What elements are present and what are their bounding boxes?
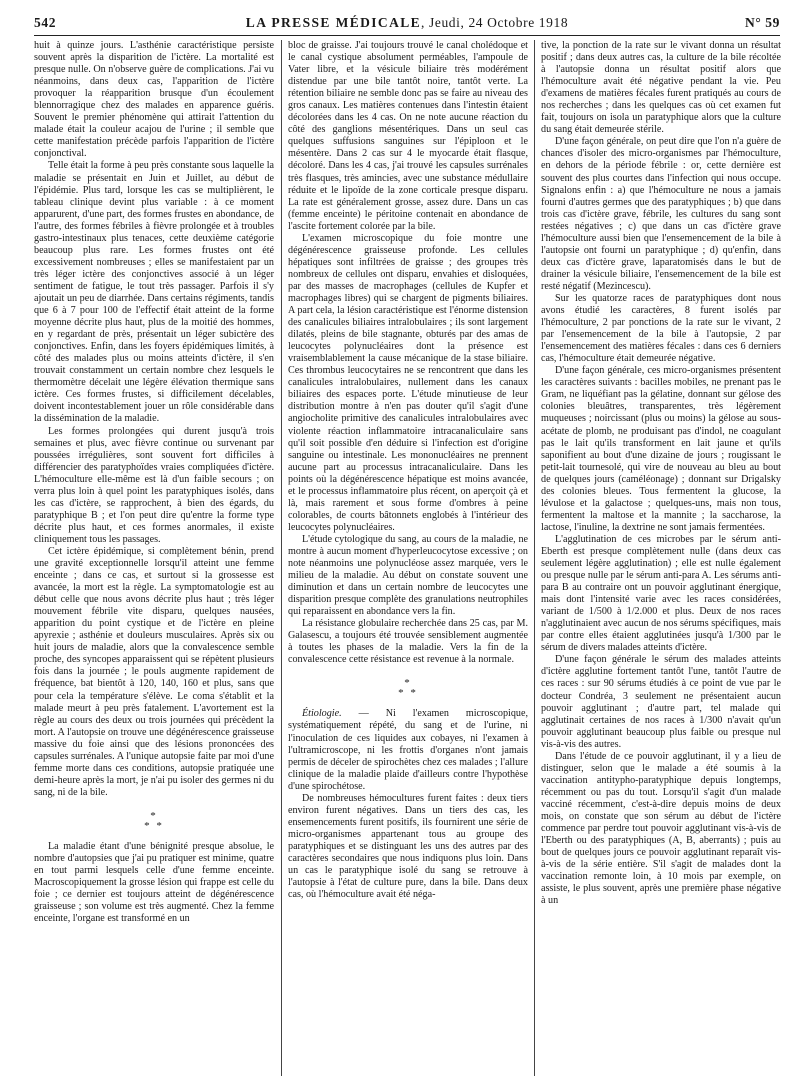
text-column-1 [34, 40, 274, 1076]
paragraph: Cet ictère épidémique, si complètement bénin, prend une gravité exceptionnelle lorsqu'il atteint une femme enceinte ; dans ce cas, et surtout si la grossesse est avancée, la mort est la règle. La symptomatologie est au début celle que nous avons décrite plus haut ; très léger mouvement fébrile vite disparu, quelques nausées, apparition du point cystique et de l'ictère en pleine apyrexie ; asthénie et douleurs musculaires. Après six ou huit jours de maladie, alors que la convalescence semble proche, des syncopes apparaissent qui se répètent plusieurs fois dans la journée ; le pouls augmente rapidement de fréquence, bat bientôt à 120, 140, 160 et plus, sans que pour cela la température s'élève. Le coma s'établit et la malade meurt à peu près fatalement. L'avortement est la règle au cours des deux ou trois journées qui précèdent la mort. A l'autopsie on trouve une dégénérescence graisseuse massive du foie ainsi que des lésions prononcées des capsules surrénales. A l'unique autopsie faite par moi d'une femme morte dans ces conditions, autopsie pratiquée une demi-heure après la mort, je n'ai pu isoler des germes ni du sang, ni de la bile. [34, 545, 274, 798]
paragraph: La résistance globulaire recherchée dans 25 cas, par M. Galasescu, a toujours été trouvée sensiblement augmentée à toutes les phases de la maladie. Vers la fin de la convalescence cette résistance est revenue à la normale. [288, 618, 528, 666]
issue-number: N° 59 [744, 15, 780, 30]
text-column-3 [541, 40, 781, 1076]
section-ornament [34, 811, 274, 831]
ornament-star-pair: * * [398, 687, 418, 700]
section-label-etiologie: Étiologie. [302, 708, 342, 720]
section-ornament [288, 678, 528, 698]
text-column-2 [288, 40, 528, 1076]
ornament-star-pair: * * [144, 819, 164, 832]
page-header [34, 12, 780, 36]
page-number: 542 [34, 15, 57, 30]
paragraph: L'examen microscopique du foie montre une dégénérescence graisseuse profonde. Les cellules hépatiques sont infiltrées de graisse ; des groupes très nombreux de cellules ont disparu, envahies et disloquées, par des masses de macrophages (cellules de Kupfer et macrophages libres) qui se chargent de pigments biliaires. A part cela, la lésion caractéristique est l'énorme distension des canalicules biliaires intralobulaires ; ils sont largement dilatés, pleins de bile stagnante, obturés par des amas de leucocytes polynucléaires dont la présence est vraisemblablement la cause mécanique de la stase biliaire. Ces thrombus leucocytaires ne se rencontrent que dans les canalicules intralobulaires, nullement dans les canaux biliaires des espaces porte. L'étude minutieuse de leur distribution montre à n'en pas douter qu'il s'agit d'une angiocholite primitive des canalicules intralobulaires avec violente réaction inflammatoire intracanaliculaire sans qu'il soit possible d'en déduire si l'infection est d'origine sanguine ou intestinale. Les mononucléaires ne prennent aucune part au processus intracanaliculaire. Dans les points où la dégénérescence hépatique est moins avancée, et le processus inflammatoire plus récent, on aperçoit çà et là, mais rarement et sous forme d'ombres à peine colorables, de courts bâtonnets englobés à l'intérieur des leucocytes polynucléaires. [288, 232, 528, 533]
paragraph: Sur les quatorze races de paratyphiques dont nous avons étudié les caractères, 8 furent isolés par l'hémoculture, 2 par ponctions de la rate sur le vivant, 2 par l'ensemencement de la bile à l'autopsie, 2 par l'ensemencement des matières fécales : dans ces 6 derniers cas, l'hémoculture était demeurée négative. [541, 292, 781, 365]
ornament-star: * [404, 677, 412, 690]
column-divider-1 [281, 40, 282, 1076]
paragraph: Dans l'étude de ce pouvoir agglutinant, il y a lieu de distinguer, selon que le malade a été soumis à la vaccination antitypho-paratyphique depuis longtemps, récemment ou pas du tout. Lorsqu'il s'agit d'un malade vacciné récemment, c'est-à-dire depuis moins de deux mois, on constate que son sérum au début de l'ictère commence par perdre tout pouvoir agglutinant vis-à-vis de l'Eberth ou des paratyphiques (A, B, aberrants) ; puis au bout de quelques jours ce pouvoir agglutinant reparaît vis-à-vis de la série entière. S'il s'agit de malades dont la vaccination remonte loin, à 10 mois par exemple, on assiste, le plus souvent, après une première phase négative à un [541, 750, 781, 907]
paragraph: bloc de graisse. J'ai toujours trouvé le canal cholédoque et le canal cystique absolument perméables, l'ampoule de Vater libre, et la vésicule biliaire très modérément distendue par une bile tantôt noire, tantôt verte. La rétention biliaire ne semble donc pas se faire au niveau des gros canaux. Les matières contenues dans l'intestin étaient décolorées dans les 4 cas. On ne note aucune réaction du côté des ganglions mésentériques. Dans un seul cas quelques suffusions sanguines sur l'épiploon et le mésentère. Dans 2 cas sur 4 le myocarde était flasque, décoloré. Dans les 4 cas, j'ai trouvé les capsules surrénales très flasques, très amincies, avec une substance médullaire réduite et le lipoïde de la zone corticale presque disparu. La rate est généralement grosse, assez dure. Dans un cas (femme enceinte) le péritoine contenait en abondance de l'ascite fortement colorée par la bile. [288, 40, 528, 232]
journal-title-line [34, 15, 780, 31]
paragraph-text: — Ni l'examen microscopique, systématiquement répété, du sang et de l'urine, ni l'inoculation de ces liquides aux cobayes, ni l'examen à l'ultramicroscope, ni les frottis d'organes n'ont jamais permis de déceler de spirochètes chez ces malades ; l'allure clinique de la maladie plaide d'ailleurs contre l'hypothèse d'une spirochétose. [288, 708, 528, 792]
paragraph: Telle était la forme à peu près constante sous laquelle la maladie se présentait en Juin et Juillet, au début de l'épidémie. Plus tard, lorsque les cas se multiplièrent, le tableau clinique devint plus variable : à ce moment apparurent, d'une part, des formes frustes en abondance, de l'autre, des formes fébriles à fièvre prolongée et à troubles gastro-intestinaux plus tenaces, cette deuxième catégorie beaucoup plus rare. Les formes frustes ont été excessivement nombreuses ; elles se manifestaient par un très léger ictère des conjonctives associé à un léger sentiment de fatigue, le tout très passager. Parfois il s'y ajoutait un peu de diarrhée. Dans certains régiments, tandis que 6 à 7 pour 100 de l'effectif était atteint de la forme moyenne décrite plus haut, plus de la moitié des hommes, en y regardant de près, présentait un léger subictère des conjonctives. Enfin, dans les foyers épidémiques limités, à côté des malades plus ou moins atteints d'ictère, il s'en trouvait constamment un certain nombre chez lesquels le thermomètre décelait une légère élévation thermique sans ictère. Ces formes frustes, si difficilement décelables, doivent incontestablement jouer un rôle considérable dans la dissémination de la maladie. [34, 160, 274, 425]
paragraph: D'une façon générale, on peut dire que l'on n'a guère de chances d'isoler des micro-organismes par l'hémoculture, en dehors de la période fébrile : or, cette dernière est souvent des plus courtes dans l'infection qui nous occupe. Signalons enfin : a) que l'hémoculture ne nous a jamais fourni d'autres germes que des paratyphiques ; b) que dans trois cas d'ictère grave, fébrile, les cultures du sang sont restées négatives ; c) que dans un cas d'ictère grave l'hémoculture aussi bien que l'ensemencement de la bile à l'autopsie ont fourni un paratyphique ; d) qu'enfin, dans deux cas d'ictère grave, laparatomisés dans le but de drainer la vésicule biliaire, l'ensemencement de la bile est resté négatif (Mezincescu). [541, 136, 781, 292]
journal-title: LA PRESSE MÉDICALE [245, 15, 422, 30]
paragraph: De nombreuses hémocultures furent faites : deux tiers environ furent négatives. Dans un tiers des cas, les ensemencements furent positifs, ils fournirent une série de micro-organismes appartenant tous au groupe des paratyphiques et se distinguant les uns des autres par des caractères secondaires que nous indiquons plus loin. Dans un cas le paratyphique isolé du sang se retrouve à l'autopsie à l'état de culture pure, dans la bile. Dans deux cas, où l'hémoculture avait été néga- [288, 792, 528, 901]
paragraph: La maladie étant d'une bénignité presque absolue, le nombre d'autopsies que j'ai pu pratiquer est minime, quatre en tout parmi lesquels celle d'une femme enceinte. Macroscopiquement la grosse lésion qui frappe est celle du foie ; ce dernier est toujours atteint de dégénérescence graisseuse ; son volume est très augmenté. Chez la femme enceinte, l'organe est transformé en un [34, 840, 274, 925]
paragraph: tive, la ponction de la rate sur le vivant donna un résultat positif ; dans deux autres cas, la culture de la bile récoltée à l'autopsie donna un résultat positif alors que l'hémoculture avait été négative pendant la vie. Peu d'examens de matières fécales furent pratiqués au cours de nos recherches ; dans les quelques cas où cet examen fut fait, toujours on isola un paratyphique alors que la culture du sang était demeurée stérile. [541, 40, 781, 136]
paragraph: L'étude cytologique du sang, au cours de la maladie, ne montre à aucun moment d'hyperleucocytose excessive ; on note néanmoins une polynucléose assez marquée, vers le milieu de la maladie. Au début on constate souvent une diminution et dans un certain nombre de leucocytes une disparition presque complète des granulations neutrophiles qui reparaissent en abondance vers la fin. [288, 533, 528, 618]
paragraph: L'agglutination de ces microbes par le sérum anti-Eberth est presque complètement nulle (dans deux cas seulement légère agglutination) ; elle est nulle également ou presque nulle par le sérum anti-para A. Les sérums anti-para B au contraire ont un pouvoir agglutinant énergique, mais dont l'intensité varie avec les races considérées, variant de 1/500 à 1/2.000 et plus. Deux de nos races n'agglutinaient avec aucun de nos sérums spécifiques, mais par contre elles étaient agglutinées jusqu'à 1/300 par le sérum de divers malades atteints d'ictère. [541, 533, 781, 654]
paragraph: D'une façon générale, ces micro-organismes présentent les caractères suivants : bacilles mobiles, ne prenant pas le Gram, ne liquéfiant pas la gélatine, donnant sur gélose des colonies bleuâtres, transparentes, très légèrement muqueuses ; noircissant (plus ou moins) la gélose au sous-acétate de plomb, ne produisant pas d'indol, ne coagulant pas le lait qu'ils transforment en lait jaune et qu'ils saponifient au bout d'une dizaine de jours ; rougissant le petit-lait tournesolé, qui vire de nouveau au bleu au bout de quelques jours (caméléonage) ; donnant sur Drigalsky des colonies bleues. Tous fermentent la glucose, la lévulose et la galactose ; quelques-uns, mais non tous, fermentent la maltose et la mannite ; la saccharose, la lactose, l'inuline, la dextrine ne sont jamais fermentées. [541, 365, 781, 533]
ornament-star: * [150, 809, 158, 822]
paragraph: D'une façon générale le sérum des malades atteints d'ictère agglutine fortement tantôt l'une, tantôt l'autre de ces races : sur 90 sérums étudiés à ce point de vue par le docteur Condréa, 3 seulement ne présentaient aucun pouvoir agglutinant ; d'autre part, tel malade qui agglutinait certaines de nos races à 1/300 n'avait qu'un pouvoir agglutinant beaucoup plus faible ou presque nul vis-à-vis des autres. [541, 654, 781, 750]
column-divider-2 [534, 40, 535, 1076]
issue-date: , Jeudi, 24 Octobre 1918 [421, 15, 569, 30]
paragraph: Les formes prolongées qui durent jusqu'à trois semaines et plus, avec fièvre continue ou survenant par poussées irrégulières, sont souvent fort difficiles à différencier des paratyphoïdes vraies compliquées d'ictère. L'hémoculture elle-même est là d'un faible secours ; on verra plus loin à quel point les paratyphiques isolés, dans les cas d'ictère, se rapprochent, à bien des égards, du paratyphique B ; et l'on peut dire qu'entre la forme type décrite plus haut, et ces formes anormales, il existe cliniquement tous les passages. [34, 425, 274, 545]
paragraph: huit à quinze jours. L'asthénie caractéristique persiste souvent après la disparition de l'ictère. La mortalité est presque nulle. On n'observe guère de complications. J'ai vu néanmoins, dans deux cas, l'apparition de l'ictère provoquer la réapparition brusque d'un écoulement blennorragique chez des malades en apparence guéris. Souvent le premier phénomène qui attirait l'attention du malade était la couleur acajou de l'urine ; il semble que cette manifestation précède parfois l'apparition de l'ictère conjonctival. [34, 40, 274, 160]
paragraph [288, 708, 528, 792]
